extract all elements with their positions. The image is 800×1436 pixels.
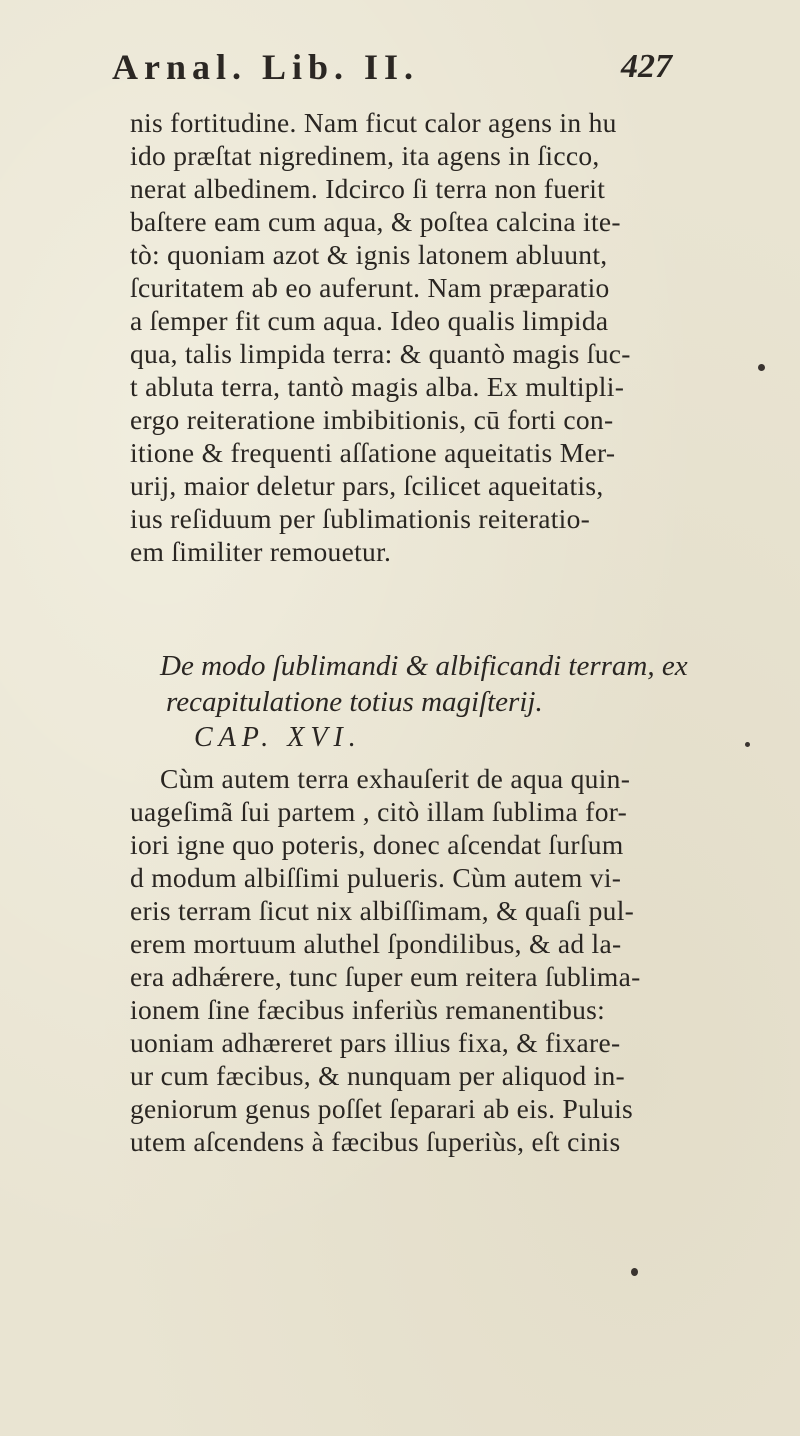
text-line: erem mortuum aluthel ſpondilibus, & ad la-	[130, 928, 622, 959]
text-line: ergo reiteratione imbibitionis, cū forti con-	[130, 404, 614, 435]
text-line: nerat albedinem. Idcirco ſi terra non fuerit	[130, 173, 606, 204]
text-line: em ſimiliter remouetur.	[130, 536, 392, 567]
text-line: uoniam adhæreret pars illius fixa, & fixare-	[130, 1027, 621, 1058]
text-line: eris terram ſicut nix albiſſimam, & quaſi pul-	[130, 895, 635, 926]
chapter-number: CAP. XVI.	[194, 722, 362, 753]
text-line: era adhǽrere, tunc ſuper eum reitera ſublima-	[130, 961, 641, 992]
text-line: ſcuritatem ab eo auferunt. Nam præparatio	[130, 272, 610, 303]
ink-spot	[745, 742, 750, 747]
text-line: utem aſcendens à fæcibus ſuperiùs, eſt cinis	[130, 1126, 621, 1157]
text-line: ionem ſine fæcibus inferiùs remanentibus:	[130, 994, 606, 1025]
text-line: urij, maior deletur pars, ſcilicet aqueitatis,	[130, 470, 604, 501]
text-line: itione & frequenti aſſatione aqueitatis Mer-	[130, 437, 616, 468]
text-line: qua, talis limpida terra: & quantò magis ſuc-	[130, 338, 631, 369]
ink-spot	[758, 364, 765, 371]
ink-spot	[631, 1268, 638, 1276]
text-line: tò: quoniam azot & ignis latonem abluunt,	[130, 239, 608, 270]
text-line: d modum albiſſimi pulueris. Cùm autem vi-	[130, 862, 622, 893]
text-line: ius reſiduum per ſublimationis reiteratio-	[130, 503, 591, 534]
text-line: geniorum genus poſſet ſeparari ab eis. Puluis	[130, 1093, 634, 1124]
text-line: baſtere eam cum aqua, & poſtea calcina ite-	[130, 206, 621, 237]
text-line: iori igne quo poteris, donec aſcendat ſurſum	[130, 829, 624, 860]
text-line: uageſimã ſui partem , citò illam ſublima for-	[130, 796, 628, 827]
running-head	[112, 46, 672, 94]
running-head-title: Arnal. Lib. II.	[112, 47, 420, 87]
paragraph-1	[130, 106, 740, 568]
text-line: ido præſtat nigredinem, ita agens in ſicco,	[130, 140, 600, 171]
text-line: Cùm autem terra exhauſerit de aqua quin-	[160, 763, 631, 794]
text-line: ur cum fæcibus, & nunquam per aliquod in-	[130, 1060, 625, 1091]
chapter-title-line-1: De modo ſublimandi & albificandi terram, ex	[160, 650, 688, 682]
text-line: nis fortitudine. Nam ficut calor agens in hu	[130, 107, 617, 138]
page-number: 427	[621, 48, 672, 85]
text-line: t abluta terra, tantò magis alba. Ex multipli-	[130, 371, 625, 402]
chapter-heading	[160, 648, 720, 756]
paragraph-2	[130, 762, 740, 1158]
chapter-title-line-2: recapitulatione totius magiſterij.	[166, 686, 543, 718]
text-line: a ſemper fit cum aqua. Ideo qualis limpida	[130, 305, 609, 336]
